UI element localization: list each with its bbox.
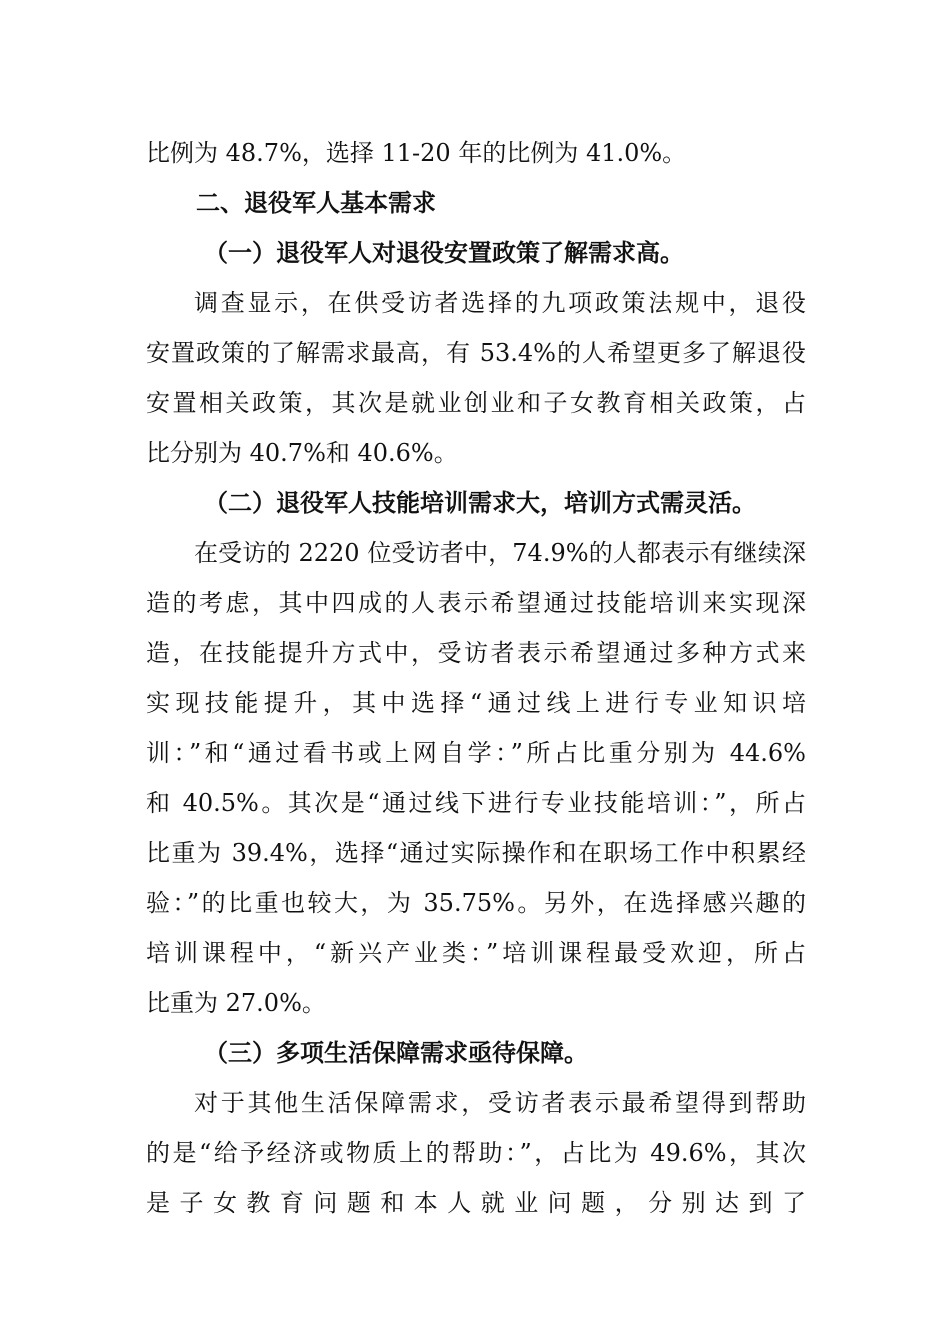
paragraph-line: 安置政策的了解需求最高，有 53.4%的人希望更多了解退役 [146,339,806,367]
paragraph-line: 比分别为 40.7%和 40.6%。 [146,439,458,467]
paragraph-line: 验：”的比重也较大，为 35.75%。另外，在选择感兴趣的 [146,889,806,917]
paragraph-line: 培训课程中，“新兴产业类：”培训课程最受欢迎，所占 [146,939,806,967]
paragraph-line: 实现技能提升，其中选择“通过线上进行专业知识培 [146,689,806,717]
document-page [146,128,806,1228]
subsection-heading: （一）退役军人对退役安置政策了解需求高。 [204,238,684,267]
paragraph-line: 造，在技能提升方式中，受访者表示希望通过多种方式来 [146,639,806,667]
paragraph-line: 和 40.5%。其次是“通过线下进行专业技能培训：”，所占 [146,789,806,817]
paragraph-line: 比例为 48.7%，选择 11-20 年的比例为 41.0%。 [146,139,687,167]
paragraph-line: 的是“给予经济或物质上的帮助：”，占比为 49.6%，其次 [146,1139,806,1167]
paragraph-line: 对于其他生活保障需求，受访者表示最希望得到帮助 [194,1089,806,1117]
paragraph-line: 比重为 27.0%。 [146,989,326,1017]
paragraph-line: 安置相关政策，其次是就业创业和子女教育相关政策，占 [146,389,806,417]
section-heading: 二、退役军人基本需求 [196,188,436,217]
paragraph-line: 训：”和“通过看书或上网自学：”所占比重分别为 44.6% [146,739,806,767]
paragraph-line: 造的考虑，其中四成的人表示希望通过技能培训来实现深 [146,589,806,617]
subsection-heading: （二）退役军人技能培训需求大，培训方式需灵活。 [204,488,756,517]
subsection-heading: （三）多项生活保障需求亟待保障。 [204,1038,588,1067]
paragraph-line: 是子女教育问题和本人就业问题，分别达到了 [146,1189,806,1217]
paragraph-line: 在受访的 2220 位受访者中，74.9%的人都表示有继续深 [194,539,806,567]
paragraph-line: 比重为 39.4%，选择“通过实际操作和在职场工作中积累经 [146,839,806,867]
paragraph-line: 调查显示，在供受访者选择的九项政策法规中，退役 [194,289,806,317]
